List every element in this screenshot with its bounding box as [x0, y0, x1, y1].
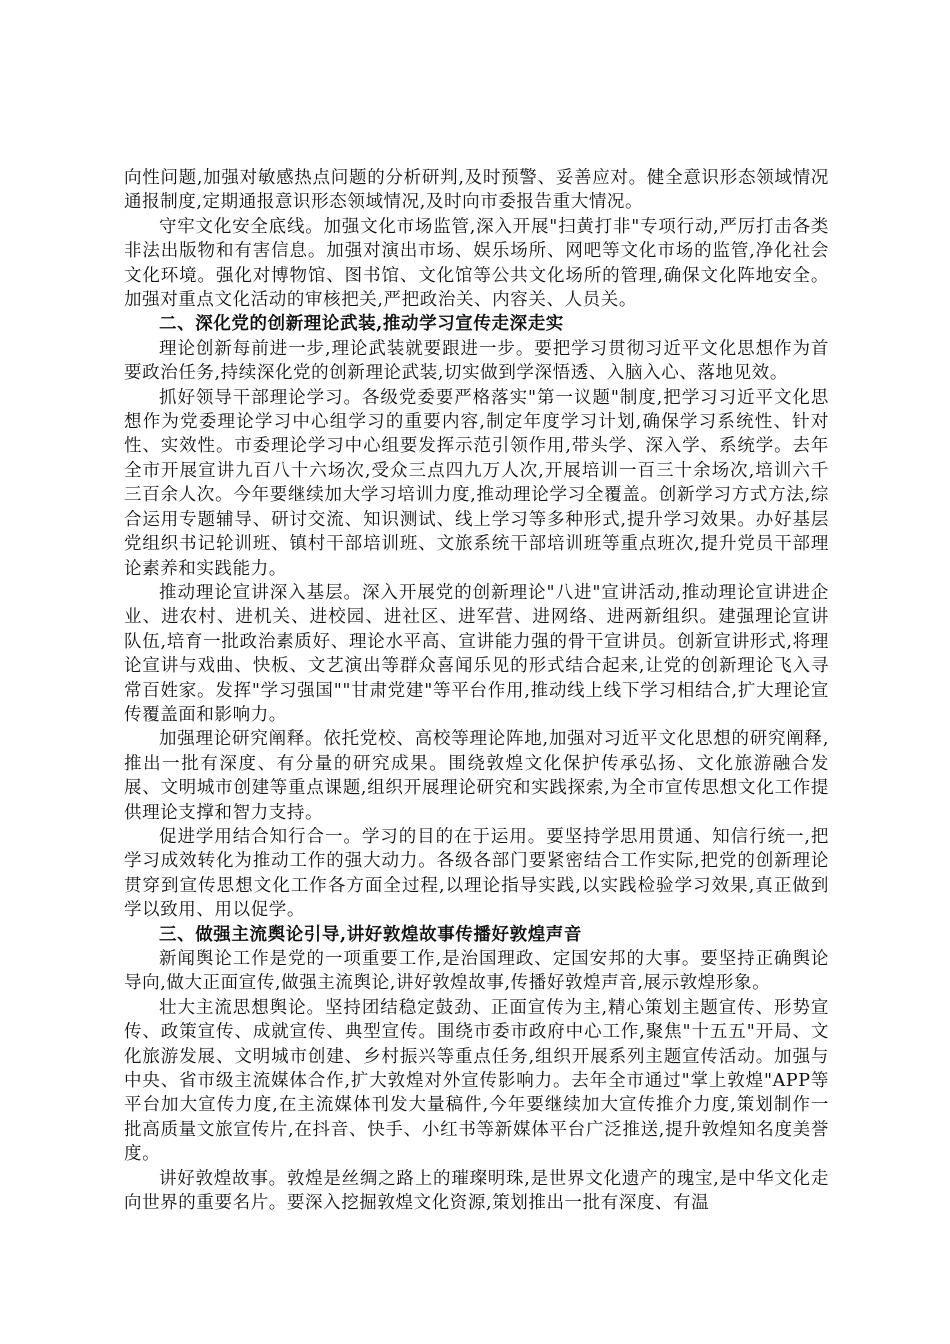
paragraph: 加强理论研究阐释。依托党校、高校等理论阵地,加强对习近平文化思想的研究阐释,推出一批有深度、有分量的研究成果。围绕敦煌文化保护传承弘扬、文化旅游融合发展、文明城市创建等重点课题,组织开展理论研究和实践探索,为全市宣传思想文化工作提供理论支撑和智力支持。 — [124, 729, 829, 823]
section-heading: 三、做强主流舆论引导,讲好敦煌故事传播好敦煌声音 — [159, 924, 582, 945]
document-body — [124, 166, 829, 1215]
paragraph: 推动理论宣讲深入基层。深入开展党的创新理论"八进"宣讲活动,推动理论宣讲进企业、进农村、进机关、进校园、进社区、进军营、进网络、进两新组织。建强理论宣讲队伍,培育一批政治素质好、理论水平高、宣讲能力强的骨干宣讲员。创新宣讲形式,将理论宣讲与戏曲、快板、文艺演出等群众喜闻乐见的形式结合起来,让党的创新理论飞入寻常百姓家。发挥"学习强国""甘肃党建"等平台作用,推动线上线下学习相结合,扩大理论宣传覆盖面和影响力。 — [124, 582, 829, 725]
paragraph: 向性问题,加强对敏感热点问题的分析研判,及时预警、妥善应对。健全意识形态领域情况通报制度,定期通报意识形态领域情况,及时向市委报告重大情况。 — [124, 168, 829, 213]
paragraph: 新闻舆论工作是党的一项重要工作,是治国理政、定国安邦的大事。要坚持正确舆论导向,做大正面宣传,做强主流舆论,讲好敦煌故事,传播好敦煌声音,展示敦煌形象。 — [124, 949, 829, 994]
paragraph: 讲好敦煌故事。敦煌是丝绸之路上的璀璨明珠,是世界文化遗产的瑰宝,是中华文化走向世界的重要名片。要深入挖掘敦煌文化资源,策划推出一批有深度、有温 — [124, 1168, 829, 1214]
paragraph: 理论创新每前进一步,理论武装就要跟进一步。要把学习贯彻习近平文化思想作为首要政治任务,持续深化党的创新理论武装,切实做到学深悟透、入脑入心、落地见效。 — [124, 338, 829, 384]
paragraph: 壮大主流思想舆论。坚持团结稳定鼓劲、正面宣传为主,精心策划主题宣传、形势宣传、政策宣传、成就宣传、典型宣传。围绕市委市政府中心工作,聚焦"十五五"开局、文化旅游发展、文明城市创建、乡村振兴等重点任务,组织开展系列主题宣传活动。加强与中央、省市级主流媒体合作,扩大敦煌对外宣传影响力。去年全市通过"掌上敦煌"APP等平台加大宣传力度,在主流媒体刊发大量稿件,今年要继续加大宣传推介力度,策划制作一批高质量文旅宣传片,在抖音、快手、小红书等新媒体平台广泛推送,提升敦煌知名度美誉度。 — [124, 997, 829, 1165]
paragraph: 守牢文化安全底线。加强文化市场监管,深入开展"扫黄打非"专项行动,严厉打击各类非法出版物和有害信息。加强对演出市场、娱乐场所、网吧等文化市场的监管,净化社会文化环境。强化对博物馆、图书馆、文化馆等公共文化场所的管理,确保文化阵地安全。加强对重点文化活动的审核把关,严把政治关、内容关、人员关。 — [124, 216, 829, 311]
paragraph: 抓好领导干部理论学习。各级党委要严格落实"第一议题"制度,把学习习近平文化思想作为党委理论学习中心组学习的重要内容,制定年度学习计划,确保学习系统性、针对性、实效性。市委理论学习中心组要发挥示范引领作用,带头学、深入学、系统学。去年全市开展宣讲九百八十六场次,受众三点四九万人次,开展培训一百三十余场次,培训六千三百余人次。今年要继续加大学习培训力度,推动理论学习全覆盖。创新学习方式方法,综合运用专题辅导、研讨交流、知识测试、线上学习等多种形式,提升学习效果。办好基层党组织书记轮训班、镇村干部培训班、文旅系统干部培训班等重点班次,提升党员干部理论素养和实践能力。 — [124, 387, 829, 579]
paragraph: 促进学用结合知行合一。学习的目的在于运用。要坚持学思用贯通、知信行统一,把学习成效转化为推动工作的强大动力。各级各部门要紧密结合工作实际,把党的创新理论贯穿到宣传思想文化工作各方面全过程,以理论指导实践,以实践检验学习效果,真正做到学以致用、用以促学。 — [124, 826, 829, 921]
section-heading: 二、深化党的创新理论武装,推动学习宣传走深走实 — [159, 314, 564, 335]
